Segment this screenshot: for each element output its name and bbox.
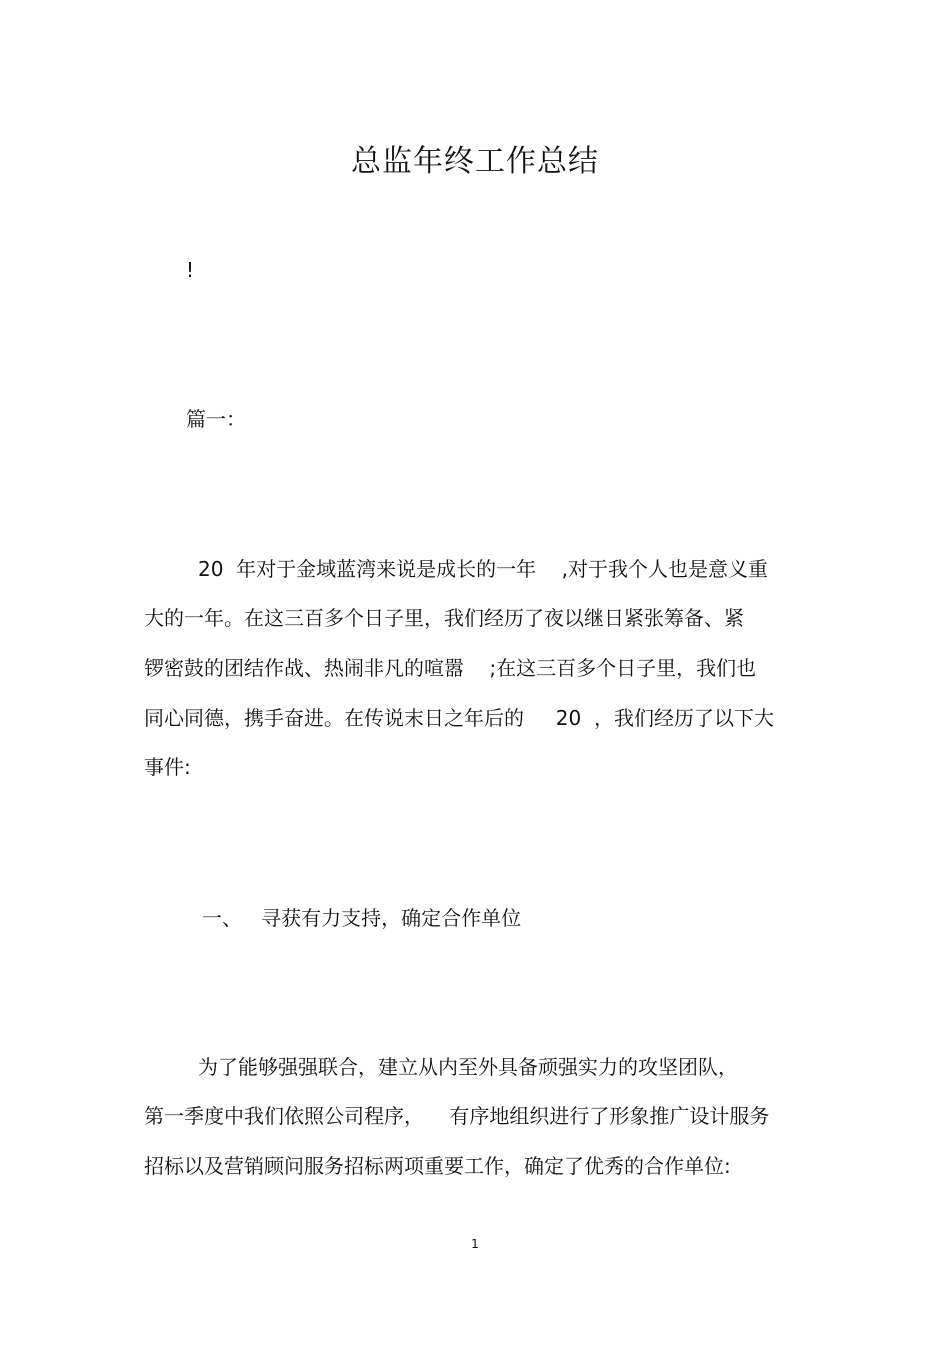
paragraph-line: 招标以及营销顾问服务招标两项重要工作，确定了优秀的合作单位: (144, 1154, 731, 1178)
paragraph-line: 同心同德，携手奋进。在传说末日之年后的 20 ，我们经历了以下大 (144, 706, 774, 730)
exclamation-mark: ! (186, 258, 195, 282)
paragraph-line: 20 年对于金域蓝湾来说是成长的一年 ,对于我个人也是意义重 (198, 557, 768, 581)
page-number: 1 (471, 1237, 479, 1251)
paragraph-line: 第一季度中我们依照公司程序， 有序地组织进行了形象推广设计服务 (144, 1104, 770, 1128)
paragraph-line: 为了能够强强联合，建立从内至外具备顽强实力的攻坚团队， (198, 1055, 738, 1079)
section-label: 篇一： (186, 407, 246, 431)
section-heading: 一、 寻获有力支持，确定合作单位 (202, 906, 522, 930)
paragraph-line: 事件: (144, 755, 191, 779)
document-title: 总监年终工作总结 (351, 144, 599, 179)
paragraph-line: 大的一年。在这三百多个日子里，我们经历了夜以继日紧张筹备、紧 (144, 606, 744, 630)
paragraph-line: 锣密鼓的团结作战、热闹非凡的喧嚣 ;在这三百多个日子里，我们也 (144, 656, 757, 680)
